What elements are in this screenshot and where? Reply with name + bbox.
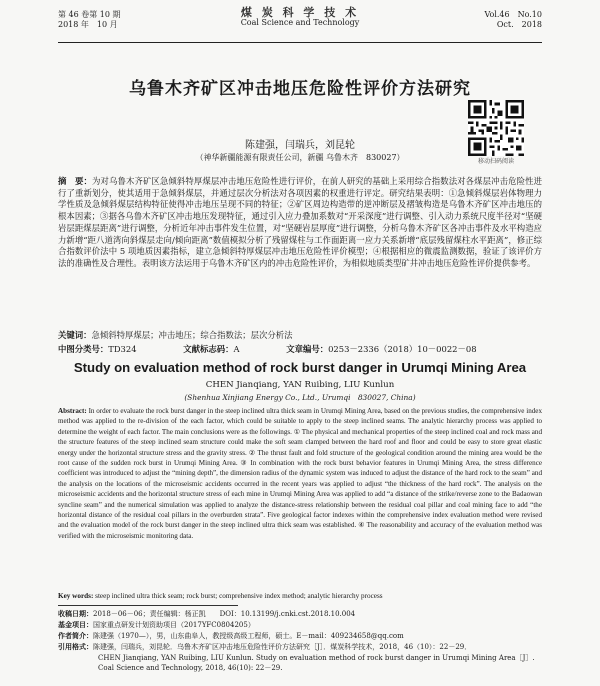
- footnote-label: 引用格式：: [58, 643, 93, 651]
- keywords-en-text: steep inclined ultra thick seam; rock burst; comprehensive index method; analytic hierarchy process: [95, 592, 383, 600]
- clc-value: TD324: [108, 344, 137, 354]
- footnote-text: 陈建强（1970—），男，山东曲阜人，教授级高级工程师，硕士。E－mail：409234658@qq.com: [93, 632, 404, 640]
- article-number-label: 文章编号：: [286, 344, 329, 354]
- article-title-cn: 乌鲁木齐矿区冲击地压危险性评价方法研究: [129, 79, 471, 99]
- footnote-label: 作者简介：: [58, 632, 93, 640]
- footnotes: [58, 609, 542, 673]
- footnote-received: [58, 609, 542, 620]
- footnote-text: 2018－06－06；责任编辑：杨正凯 DOI：10.13199/j.cnki.cst.2018.10.004: [93, 610, 356, 618]
- footnote-text: 国家重点研发计划资助项目（2017YFC0804205）: [93, 621, 255, 629]
- abstract-cn-label: 摘 要：: [58, 176, 92, 186]
- footnote-label: 收稿日期：: [58, 610, 93, 618]
- doc-code-field: [183, 344, 261, 354]
- qr-caption: 移动扫码阅读: [477, 158, 514, 165]
- footnote-text: CHEN Jianqiang, YAN Ruibing, LIU Kunlun. Study on evaluation method of rock burst danger in Urumqi Mining Area［J］. Coal Science and Technology, 2018, 46(10): 22－29.: [98, 654, 535, 672]
- volume-en: Vol.46 No.10: [484, 10, 542, 19]
- header-rule: [58, 42, 542, 43]
- header-right: [484, 10, 542, 30]
- clc-field: [58, 344, 159, 354]
- abstract-en: [58, 406, 542, 541]
- keywords-en-label: Key words:: [58, 592, 94, 600]
- article-title-en: Study on evaluation method of rock burst danger in Urumqi Mining Area: [73, 360, 527, 375]
- footnote-label: 基金项目：: [58, 621, 93, 629]
- journal-name-en: Coal Science and Technology: [240, 18, 360, 27]
- authors-cn: 陈建强，闫瑞兵，刘昆轮: [245, 140, 355, 151]
- keywords-cn-text: 急倾斜特厚煤层；冲击地压；综合指数法；层次分析法: [91, 330, 293, 340]
- doc-code-value: A: [233, 344, 240, 354]
- issue-cn: 第 46 卷第 10 期: [58, 10, 121, 19]
- journal-name-cn: 煤 炭 科 学 技 术: [240, 6, 360, 19]
- clc-label: 中图分类号：: [58, 344, 109, 354]
- header-center: [58, 8, 542, 28]
- affiliation-cn: （神华新疆能源有限责任公司，新疆 乌鲁木齐 830027）: [195, 153, 405, 162]
- abstract-en-text: In order to evaluate the rock burst danger in the steep inclined ultra thick seam in Urumqi Mining Area, based on the previous studies, the comprehensive index method was applied to the re-division of the each factor, which could be suitable to apply to the steep inclined seams. The analytic hierarchy process was applied to determine the weight of each factor. The main conclusions were as the followings. ① The physical and mechanical properties of the steep inclined coal and rock mass and the structure features of the steep inclined seam structure could make the soft seam clamped between the hard roof and floor and could be easy to store great elastic energy under the horizontal structure stress and the gravity stress. ② The thrust fault and fold structure of the geological condition around the mining area would be the root cause of the sudden rock burst in Urumqi Mining Area. ③ In combination with the rock burst behavior features in Urumqi Mining Area, the stress difference coefficient was introduced to adjust the “mining depth”, the dimension radius of the dynamic system was induced to adjust the distance of the hard rock to the seam” and the analysis on the locations of the microseismic accidents occurred in the recent years was applied to adjust “the thickness of the hard rock”. The analysis on the microseismic accidents and the horizontal structure stress of each mine in Urumqi Mining Area was applied to add “a distance of the strike/reverse zone to the Badaowan syncline seam” and the numerical simulation was applied to analyze the distance-stress relationship between the residual coal pillar and coal mining face to add “the horizontal distance of the residual coal pillars in the overburden strata”. Five geological factor indexes within the comprehensive index evaluation method were revised and the evaluation model of the rock burst danger in the steep inclined ultra thick seam was established. ④ The reasonability and accuracy of the evaluation method was verified with the microseismic monitoring data.: [58, 407, 542, 540]
- classification-line: [58, 344, 542, 355]
- footnote-citation-en: [58, 653, 542, 673]
- keywords-cn-label: 关键词：: [58, 330, 92, 340]
- keywords-en: [58, 591, 542, 601]
- abstract-en-label: Abstract:: [58, 407, 87, 415]
- abstract-cn-text: 为对乌鲁木齐矿区急倾斜特厚煤层冲击地压危险性进行评价，在前人研究的基础上采用综合指数法对各煤层冲击危险性进行了重新划分，使其适用于急倾斜煤层，并通过层次分析法对各项因素的权重进行评定。研究结果表明：①急倾斜煤层岩体物理力学性质及急倾斜煤层结构特征使得冲击地压呈现不同的特征；②矿区周边构造带的逆冲断层及褶皱构造是乌鲁木齐矿区冲击地压的根本因素；③据各乌鲁木齐矿区冲击地压发现特征，通过引入应力叠加系数对“开采深度”进行调整、引入动力系统尺度半径对“坚硬岩层距煤层距离”进行调整，分析近年冲击事件发生位置，对“坚硬岩层厚度”进行调整，分析乌鲁木齐矿区各冲击事件及水平构造应力新增“距八道湾向斜煤层走向/倾向距离”数值模拟分析了残留煤柱与工作面距离一应力关系新增“底层残留煤柱水平距离”，修正综合指数评价法中 5 项地质因素指标，建立急倾斜特厚煤层冲击地压危险性评价模型；④根据相应的微震监测数据，验证了该评价方法的准确性及合理性。表明该方法运用于乌鲁木齐矿区内的冲击危险性评价，为相似地质类型矿井冲击地压危险性评价提供参考。: [58, 176, 543, 268]
- affiliation-en: (Shenhua Xinjiang Energy Co., Ltd., Urumqi 830027, China): [184, 393, 416, 402]
- keywords-cn: [58, 330, 542, 341]
- article-number-value: 0253－2336（2018）10－0022－08: [328, 344, 477, 354]
- running-header: [58, 8, 542, 42]
- footnote-rule: [58, 605, 238, 606]
- date-en: Oct. 2018: [496, 20, 542, 29]
- footnote-funding: [58, 620, 542, 631]
- date-cn: 2018 年 10 月: [58, 20, 118, 29]
- doc-code-label: 文献标志码：: [183, 344, 234, 354]
- abstract-cn: [58, 176, 542, 270]
- footnote-text: 陈建强，闫瑞兵，刘昆轮．乌鲁木齐矿区冲击地压危险性评价方法研究［J］．煤炭科学技术，2018，46（10）：22－29．: [93, 643, 472, 651]
- article-number-field: [286, 344, 498, 354]
- footnote-author: [58, 631, 542, 642]
- authors-en: CHEN Jianqiang, YAN Ruibing, LIU Kunlun: [205, 380, 395, 390]
- footnote-citation-cn: [58, 642, 542, 653]
- qr-code-icon[interactable]: [468, 100, 524, 156]
